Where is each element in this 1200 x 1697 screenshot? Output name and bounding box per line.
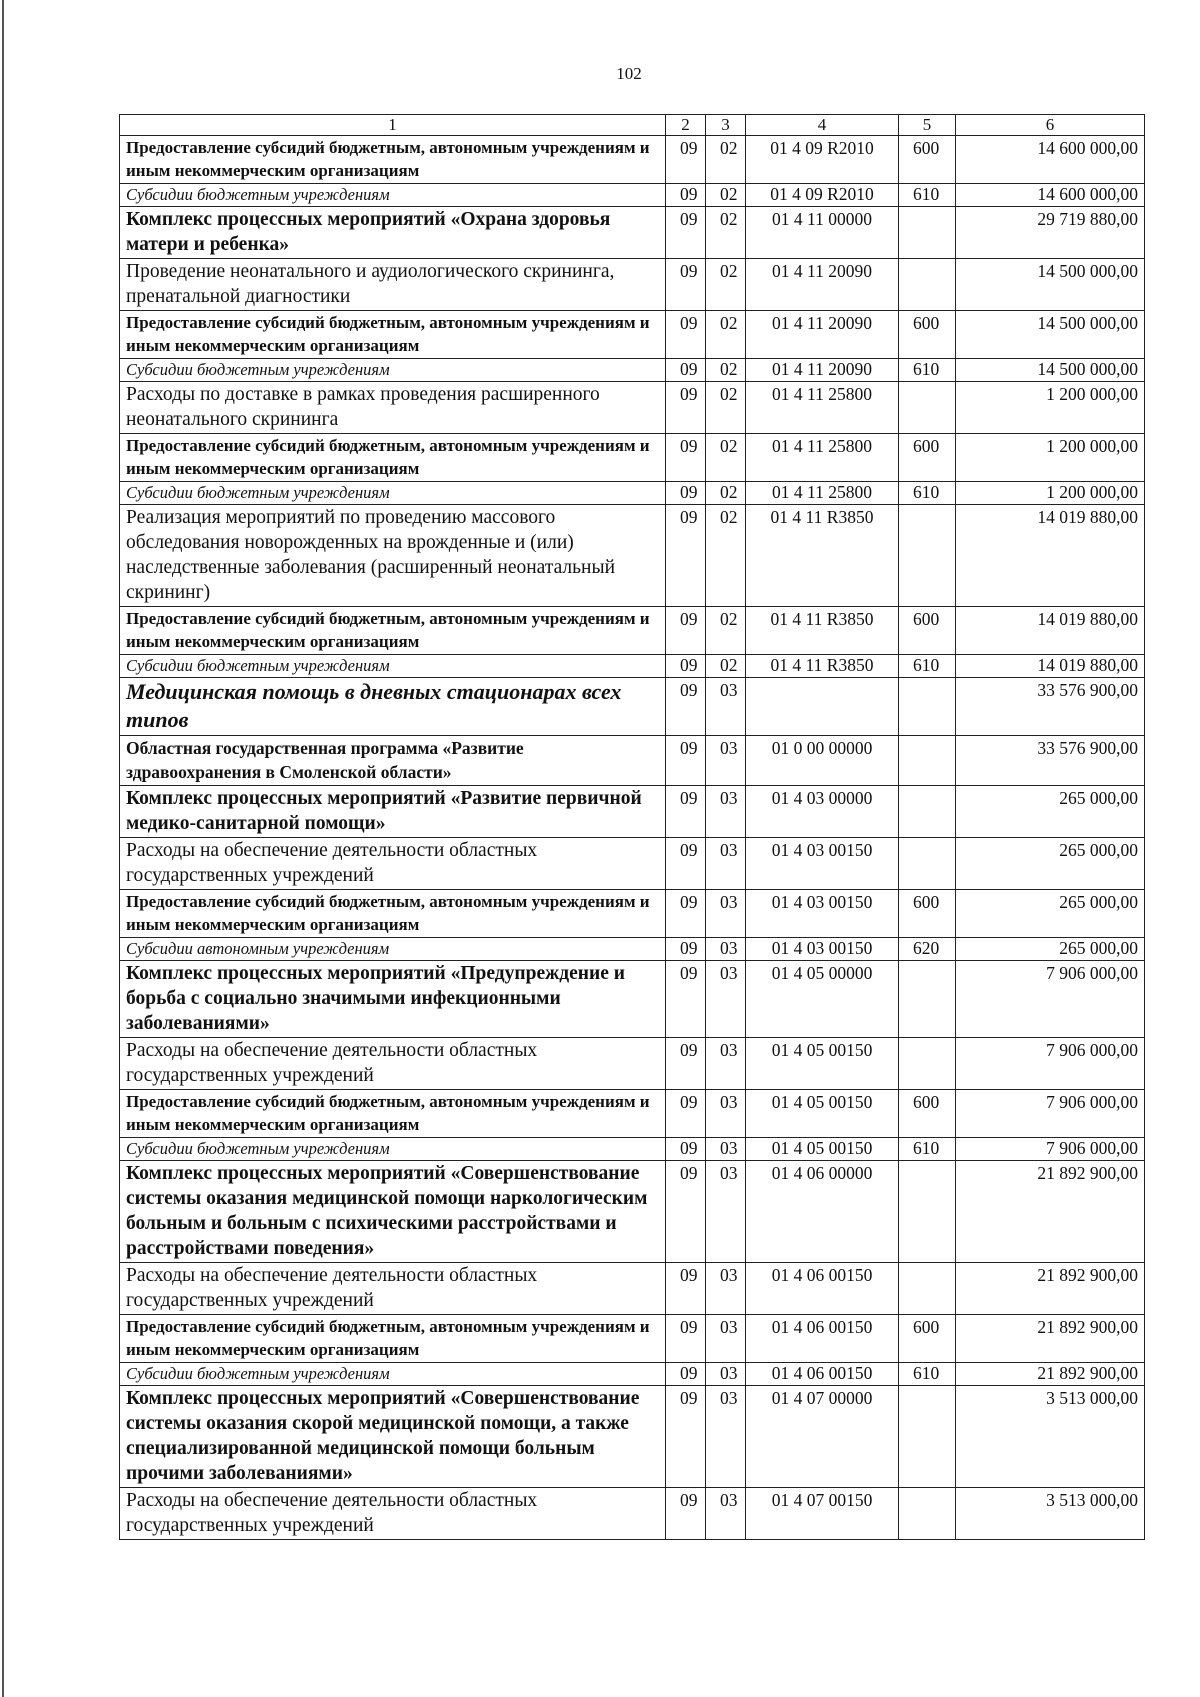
cell-subsection: 03: [706, 1138, 746, 1161]
cell-section: 09: [666, 382, 706, 434]
cell-amount: 21 892 900,00: [956, 1263, 1145, 1315]
cell-amount: 14 019 880,00: [956, 655, 1145, 678]
cell-amount: 265 000,00: [956, 838, 1145, 890]
cell-subsection: 02: [706, 207, 746, 259]
cell-section: 09: [666, 136, 706, 184]
cell-amount: 3 513 000,00: [956, 1488, 1145, 1540]
cell-description: Субсидии бюджетным учреждениям: [120, 184, 666, 207]
cell-amount: 7 906 000,00: [956, 1138, 1145, 1161]
table-row: [120, 259, 1145, 311]
cell-target-code: 01 4 03 00150: [746, 938, 899, 961]
cell-amount: 33 576 900,00: [956, 736, 1145, 786]
table-row: [120, 938, 1145, 961]
cell-section: 09: [666, 1090, 706, 1138]
table-row: [120, 184, 1145, 207]
cell-description: Субсидии бюджетным учреждениям: [120, 359, 666, 382]
cell-amount: 1 200 000,00: [956, 434, 1145, 482]
cell-description: Предоставление субсидий бюджетным, автономным учреждениям и иным некоммерческим организациям: [120, 1315, 666, 1363]
cell-expense-type: 610: [899, 482, 956, 505]
table-row: [120, 136, 1145, 184]
cell-target-code: 01 4 11 R3850: [746, 607, 899, 655]
cell-target-code: 01 4 06 00000: [746, 1161, 899, 1263]
cell-section: 09: [666, 1161, 706, 1263]
cell-amount: 14 500 000,00: [956, 259, 1145, 311]
cell-target-code: 01 4 06 00150: [746, 1263, 899, 1315]
column-header: 4: [746, 115, 899, 136]
cell-section: 09: [666, 890, 706, 938]
cell-section: 09: [666, 1386, 706, 1488]
cell-description: Предоставление субсидий бюджетным, автономным учреждениям и иным некоммерческим организациям: [120, 890, 666, 938]
cell-target-code: 01 0 00 00000: [746, 736, 899, 786]
cell-subsection: 02: [706, 655, 746, 678]
budget-table: [119, 114, 1145, 1540]
cell-target-code: 01 4 07 00150: [746, 1488, 899, 1540]
table-row: [120, 961, 1145, 1038]
table-row: [120, 1263, 1145, 1315]
column-header: 2: [666, 115, 706, 136]
table-row: [120, 359, 1145, 382]
cell-expense-type: 600: [899, 607, 956, 655]
cell-expense-type: 610: [899, 359, 956, 382]
cell-expense-type: 600: [899, 1090, 956, 1138]
cell-expense-type: [899, 1386, 956, 1488]
cell-amount: 21 892 900,00: [956, 1315, 1145, 1363]
cell-expense-type: [899, 786, 956, 838]
cell-subsection: 02: [706, 607, 746, 655]
cell-subsection: 03: [706, 1315, 746, 1363]
table-row: [120, 736, 1145, 786]
cell-amount: 14 600 000,00: [956, 136, 1145, 184]
cell-subsection: 03: [706, 1488, 746, 1540]
cell-subsection: 03: [706, 1161, 746, 1263]
table-row: [120, 655, 1145, 678]
cell-description: Областная государственная программа «Развитие здравоохранения в Смоленской области»: [120, 736, 666, 786]
cell-amount: 3 513 000,00: [956, 1386, 1145, 1488]
cell-amount: 14 500 000,00: [956, 359, 1145, 382]
cell-description: Комплекс процессных мероприятий «Охрана здоровья матери и ребенка»: [120, 207, 666, 259]
cell-section: 09: [666, 311, 706, 359]
cell-description: Расходы на обеспечение деятельности областных государственных учреждений: [120, 1488, 666, 1540]
table-row: [120, 1386, 1145, 1488]
cell-description: Расходы на обеспечение деятельности областных государственных учреждений: [120, 1263, 666, 1315]
cell-target-code: 01 4 06 00150: [746, 1363, 899, 1386]
cell-expense-type: 600: [899, 136, 956, 184]
cell-section: 09: [666, 607, 706, 655]
cell-description: Проведение неонатального и аудиологического скрининга, пренатальной диагностики: [120, 259, 666, 311]
scan-edge-line: [2, 0, 4, 1697]
cell-amount: 7 906 000,00: [956, 1090, 1145, 1138]
cell-description: Медицинская помощь в дневных стационарах всех типов: [120, 678, 666, 736]
table-row: [120, 678, 1145, 736]
cell-subsection: 02: [706, 359, 746, 382]
table-row: [120, 1138, 1145, 1161]
cell-description: Расходы по доставке в рамках проведения расширенного неонатального скрининга: [120, 382, 666, 434]
cell-amount: 14 500 000,00: [956, 311, 1145, 359]
cell-amount: 33 576 900,00: [956, 678, 1145, 736]
cell-subsection: 02: [706, 482, 746, 505]
cell-section: 09: [666, 259, 706, 311]
cell-description: Предоставление субсидий бюджетным, автономным учреждениям и иным некоммерческим организациям: [120, 136, 666, 184]
cell-target-code: 01 4 09 R2010: [746, 136, 899, 184]
cell-subsection: 02: [706, 382, 746, 434]
cell-target-code: 01 4 11 R3850: [746, 655, 899, 678]
cell-subsection: 03: [706, 786, 746, 838]
cell-section: 09: [666, 482, 706, 505]
cell-subsection: 03: [706, 838, 746, 890]
cell-expense-type: 600: [899, 434, 956, 482]
table-row: [120, 1315, 1145, 1363]
cell-expense-type: [899, 1488, 956, 1540]
cell-section: 09: [666, 207, 706, 259]
cell-expense-type: [899, 259, 956, 311]
cell-description: Предоставление субсидий бюджетным, автономным учреждениям и иным некоммерческим организациям: [120, 1090, 666, 1138]
cell-target-code: 01 4 11 25800: [746, 382, 899, 434]
cell-target-code: 01 4 07 00000: [746, 1386, 899, 1488]
cell-amount: 14 600 000,00: [956, 184, 1145, 207]
cell-target-code: 01 4 05 00150: [746, 1138, 899, 1161]
cell-subsection: 03: [706, 1263, 746, 1315]
cell-target-code: 01 4 11 25800: [746, 482, 899, 505]
cell-section: 09: [666, 505, 706, 607]
cell-subsection: 03: [706, 736, 746, 786]
cell-subsection: 02: [706, 505, 746, 607]
cell-amount: 29 719 880,00: [956, 207, 1145, 259]
cell-description: Комплекс процессных мероприятий «Совершенствование системы оказания медицинской помощи наркологическим больным и больным с психическими расстройствами и расстройствами поведения»: [120, 1161, 666, 1263]
cell-subsection: 03: [706, 961, 746, 1038]
cell-target-code: 01 4 11 20090: [746, 259, 899, 311]
cell-section: 09: [666, 736, 706, 786]
cell-description: Предоставление субсидий бюджетным, автономным учреждениям и иным некоммерческим организациям: [120, 434, 666, 482]
cell-description: Расходы на обеспечение деятельности областных государственных учреждений: [120, 838, 666, 890]
cell-amount: 21 892 900,00: [956, 1161, 1145, 1263]
cell-expense-type: 610: [899, 655, 956, 678]
cell-expense-type: [899, 678, 956, 736]
table-row: [120, 505, 1145, 607]
table-row: [120, 311, 1145, 359]
cell-description: Комплекс процессных мероприятий «Развитие первичной медико-санитарной помощи»: [120, 786, 666, 838]
cell-description: Субсидии бюджетным учреждениям: [120, 1138, 666, 1161]
cell-expense-type: [899, 1038, 956, 1090]
table-row: [120, 434, 1145, 482]
cell-expense-type: [899, 207, 956, 259]
cell-expense-type: 600: [899, 311, 956, 359]
column-header: 1: [120, 115, 666, 136]
table-row: [120, 1161, 1145, 1263]
cell-subsection: 03: [706, 678, 746, 736]
cell-target-code: 01 4 05 00150: [746, 1038, 899, 1090]
cell-subsection: 02: [706, 259, 746, 311]
table-row: [120, 382, 1145, 434]
cell-expense-type: 600: [899, 890, 956, 938]
cell-target-code: 01 4 11 R3850: [746, 505, 899, 607]
page-number: 102: [616, 64, 642, 83]
cell-expense-type: [899, 961, 956, 1038]
cell-section: 09: [666, 359, 706, 382]
cell-subsection: 02: [706, 434, 746, 482]
cell-subsection: 03: [706, 1090, 746, 1138]
cell-target-code: 01 4 11 20090: [746, 311, 899, 359]
cell-section: 09: [666, 938, 706, 961]
table-row: [120, 1090, 1145, 1138]
cell-expense-type: [899, 505, 956, 607]
cell-amount: 14 019 880,00: [956, 505, 1145, 607]
cell-section: 09: [666, 184, 706, 207]
cell-section: 09: [666, 786, 706, 838]
cell-description: Субсидии бюджетным учреждениям: [120, 1363, 666, 1386]
cell-section: 09: [666, 1263, 706, 1315]
cell-section: 09: [666, 1038, 706, 1090]
cell-subsection: 02: [706, 136, 746, 184]
cell-description: Субсидии автономным учреждениям: [120, 938, 666, 961]
cell-subsection: 02: [706, 184, 746, 207]
cell-expense-type: [899, 736, 956, 786]
cell-expense-type: [899, 382, 956, 434]
cell-description: Субсидии бюджетным учреждениям: [120, 655, 666, 678]
cell-amount: 265 000,00: [956, 890, 1145, 938]
table-row: [120, 786, 1145, 838]
cell-section: 09: [666, 961, 706, 1038]
cell-expense-type: 610: [899, 1363, 956, 1386]
cell-target-code: 01 4 03 00000: [746, 786, 899, 838]
cell-subsection: 03: [706, 890, 746, 938]
cell-expense-type: [899, 1263, 956, 1315]
cell-section: 09: [666, 1138, 706, 1161]
cell-subsection: 03: [706, 938, 746, 961]
cell-description: Комплекс процессных мероприятий «Предупреждение и борьба с социально значимыми инфекционными заболеваниями»: [120, 961, 666, 1038]
cell-description: Предоставление субсидий бюджетным, автономным учреждениям и иным некоммерческим организациям: [120, 607, 666, 655]
cell-target-code: 01 4 03 00150: [746, 890, 899, 938]
cell-section: 09: [666, 434, 706, 482]
cell-subsection: 03: [706, 1038, 746, 1090]
cell-subsection: 03: [706, 1386, 746, 1488]
cell-amount: 14 019 880,00: [956, 607, 1145, 655]
cell-expense-type: [899, 838, 956, 890]
cell-expense-type: 610: [899, 1138, 956, 1161]
cell-target-code: 01 4 06 00150: [746, 1315, 899, 1363]
cell-subsection: 02: [706, 311, 746, 359]
cell-description: Реализация мероприятий по проведению массового обследования новорожденных на врожденные и (или) наследственные заболевания (расширенный неонатальный скрининг): [120, 505, 666, 607]
table-row: [120, 607, 1145, 655]
cell-amount: 7 906 000,00: [956, 961, 1145, 1038]
cell-section: 09: [666, 1488, 706, 1540]
cell-target-code: 01 4 11 25800: [746, 434, 899, 482]
cell-expense-type: 620: [899, 938, 956, 961]
cell-target-code: [746, 678, 899, 736]
cell-section: 09: [666, 838, 706, 890]
cell-section: 09: [666, 1363, 706, 1386]
cell-section: 09: [666, 1315, 706, 1363]
table-row: [120, 838, 1145, 890]
table-row: [120, 207, 1145, 259]
cell-target-code: 01 4 11 20090: [746, 359, 899, 382]
cell-amount: 1 200 000,00: [956, 382, 1145, 434]
cell-amount: 265 000,00: [956, 938, 1145, 961]
cell-amount: 265 000,00: [956, 786, 1145, 838]
cell-section: 09: [666, 655, 706, 678]
cell-target-code: 01 4 09 R2010: [746, 184, 899, 207]
table-row: [120, 890, 1145, 938]
cell-amount: 7 906 000,00: [956, 1038, 1145, 1090]
table-row: [120, 1038, 1145, 1090]
cell-target-code: 01 4 11 00000: [746, 207, 899, 259]
column-header: 3: [706, 115, 746, 136]
cell-target-code: 01 4 05 00000: [746, 961, 899, 1038]
table-body: [120, 115, 1145, 1540]
table-row: [120, 482, 1145, 505]
column-header: 5: [899, 115, 956, 136]
cell-amount: 1 200 000,00: [956, 482, 1145, 505]
cell-description: Предоставление субсидий бюджетным, автономным учреждениям и иным некоммерческим организациям: [120, 311, 666, 359]
column-header: 6: [956, 115, 1145, 136]
cell-target-code: 01 4 05 00150: [746, 1090, 899, 1138]
cell-section: 09: [666, 678, 706, 736]
cell-description: Расходы на обеспечение деятельности областных государственных учреждений: [120, 1038, 666, 1090]
cell-target-code: 01 4 03 00150: [746, 838, 899, 890]
table-row: [120, 1488, 1145, 1540]
cell-description: Комплекс процессных мероприятий «Совершенствование системы оказания скорой медицинской помощи, а также специализированной медицинской помощи больным прочими заболеваниями»: [120, 1386, 666, 1488]
cell-description: Субсидии бюджетным учреждениям: [120, 482, 666, 505]
cell-subsection: 03: [706, 1363, 746, 1386]
table-row: [120, 1363, 1145, 1386]
table-header-row: [120, 115, 1145, 136]
cell-expense-type: 600: [899, 1315, 956, 1363]
cell-expense-type: [899, 1161, 956, 1263]
cell-amount: 21 892 900,00: [956, 1363, 1145, 1386]
cell-expense-type: 610: [899, 184, 956, 207]
